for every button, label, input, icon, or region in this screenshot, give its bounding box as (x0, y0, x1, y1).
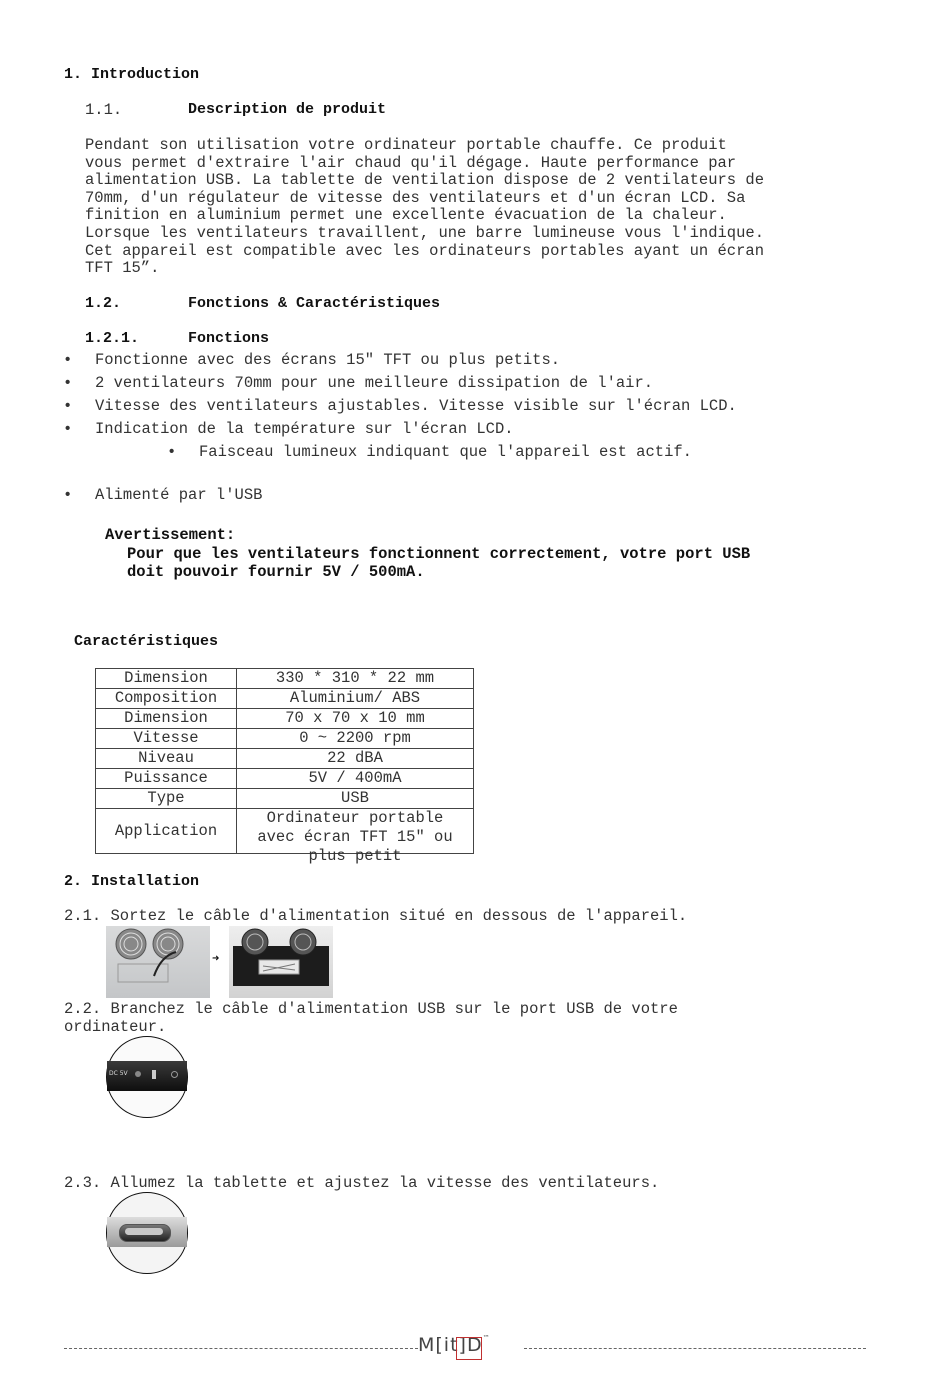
list-item-text: Faisceau lumineux indiquant que l'appareil est actif. (199, 443, 692, 461)
spec-value: 0 ~ 2200 rpm (237, 729, 474, 749)
table-row (96, 789, 474, 809)
product-description (85, 137, 764, 278)
bullet-icon: • (63, 420, 73, 438)
port-label: DC 5V (109, 1070, 128, 1077)
table-row (96, 709, 474, 729)
spec-value: 22 dBA (237, 749, 474, 769)
section-1-1-number: 1.1. (85, 101, 123, 119)
description-line: 70mm, d'un régulateur de vitesse des ventilateurs et d'un écran LCD. Sa (85, 188, 746, 207)
spec-value: 70 x 70 x 10 mm (237, 709, 474, 729)
fan-tablet-underside-photo (106, 926, 210, 998)
description-line: finition en aluminium permet une excellente évacuation de la chaleur. (85, 206, 727, 225)
section-1-2-1-number: 1.2.1. (85, 330, 140, 347)
section-1-2-1-title: Fonctions (188, 330, 270, 347)
table-row (96, 749, 474, 769)
bullet-icon: • (63, 486, 73, 504)
warning-title: Avertissement: (105, 526, 236, 544)
step-2-1: 2.1. Sortez le câble d'alimentation situé en dessous de l'appareil. (64, 907, 688, 925)
bullet-icon: • (63, 397, 73, 415)
warning-line: doit pouvoir fournir 5V / 500mA. (127, 563, 425, 581)
bullet-icon: • (63, 374, 73, 392)
list-item-text: Indication de la température sur l'écran LCD. (95, 420, 514, 438)
description-line: Cet appareil est compatible avec les ordinateurs portables ayant un écran (85, 241, 765, 260)
spec-value: 5V / 400mA (237, 769, 474, 789)
spec-value: Aluminium/ ABS (237, 689, 474, 709)
spec-key: Niveau (96, 749, 237, 769)
spec-key: Type (96, 789, 237, 809)
spec-key: Vitesse (96, 729, 237, 749)
table-row (96, 769, 474, 789)
table-row (96, 669, 474, 689)
section-1-2-number: 1.2. (85, 295, 122, 312)
warning-text (127, 545, 750, 581)
spec-value: USB (237, 789, 474, 809)
step-2-3: 2.3. Allumez la tablette et ajustez la vitesse des ventilateurs. (64, 1174, 660, 1192)
list-item (63, 420, 514, 438)
spec-key: Composition (96, 689, 237, 709)
section-2-heading: 2. Installation (64, 873, 200, 890)
description-line: vous permet d'extraire l'air chaud qu'il dégage. Haute performance par (85, 153, 737, 172)
step-line: ordinateur. (64, 1017, 167, 1036)
spec-value: 330 * 310 * 22 mm (237, 669, 474, 689)
description-line: TFT 15”. (85, 259, 160, 278)
list-item (63, 351, 560, 369)
table-row (96, 809, 474, 854)
list-item (63, 486, 262, 504)
specifications-heading: Caractéristiques (74, 633, 219, 650)
fan-tablet-illustration (106, 926, 210, 998)
arrow-right-icon: ➜ (212, 952, 220, 966)
step-line: 2.2. Branchez le câble d'alimentation USB sur le port USB de votre (64, 1000, 678, 1018)
spec-value (237, 809, 474, 865)
step-2-2 (64, 1001, 678, 1036)
list-item (63, 397, 737, 415)
bullet-icon: • (167, 443, 177, 461)
list-item-text: 2 ventilateurs 70mm pour une meilleure dissipation de l'air. (95, 374, 654, 392)
description-line: Pendant son utilisation votre ordinateur portable chauffe. Ce produit (85, 136, 727, 154)
section-1-1-title: Description de produit (188, 101, 387, 118)
spec-key: Application (96, 809, 237, 854)
spec-key: Dimension (96, 709, 237, 729)
footer-divider-left (64, 1348, 418, 1349)
section-1-2-title: Fonctions & Caractéristiques (188, 295, 441, 312)
spec-value-line: plus petit (308, 847, 402, 865)
description-line: alimentation USB. La tablette de ventilation dispose de 2 ventilateurs de (85, 171, 765, 190)
table-row (96, 689, 474, 709)
section-1-heading: 1. Introduction (64, 66, 200, 83)
speed-dial-photo (106, 1192, 188, 1274)
spec-value-line: Ordinateur portable (266, 809, 444, 827)
footer-logo (418, 1334, 491, 1356)
fan-tablet-cable-photo (229, 926, 333, 998)
list-item (63, 374, 653, 392)
footer-divider-right (524, 1348, 866, 1349)
list-item-text: Vitesse des ventilateurs ajustables. Vitesse visible sur l'écran LCD. (95, 397, 737, 415)
logo-trademark: ™ (482, 1334, 491, 1342)
list-item-text: Fonctionne avec des écrans 15" TFT ou plus petits. (95, 351, 561, 369)
sub-list-item (167, 443, 692, 461)
specifications-table (95, 668, 474, 865)
table-row (96, 729, 474, 749)
logo-text: M[it]D (418, 1334, 483, 1356)
fan-tablet-cable-illustration (229, 926, 333, 998)
bullet-icon: • (63, 351, 73, 369)
warning-line: Pour que les ventilateurs fonctionnent correctement, votre port USB (127, 545, 751, 563)
list-item-text: Alimenté par l'USB (95, 486, 263, 504)
usb-port-photo (106, 1036, 188, 1118)
spec-key: Dimension (96, 669, 237, 689)
spec-key: Puissance (96, 769, 237, 789)
spec-value-line: avec écran TFT 15" ou (257, 828, 453, 846)
description-line: Lorsque les ventilateurs travaillent, une barre lumineuse vous l'indique. (85, 223, 765, 242)
